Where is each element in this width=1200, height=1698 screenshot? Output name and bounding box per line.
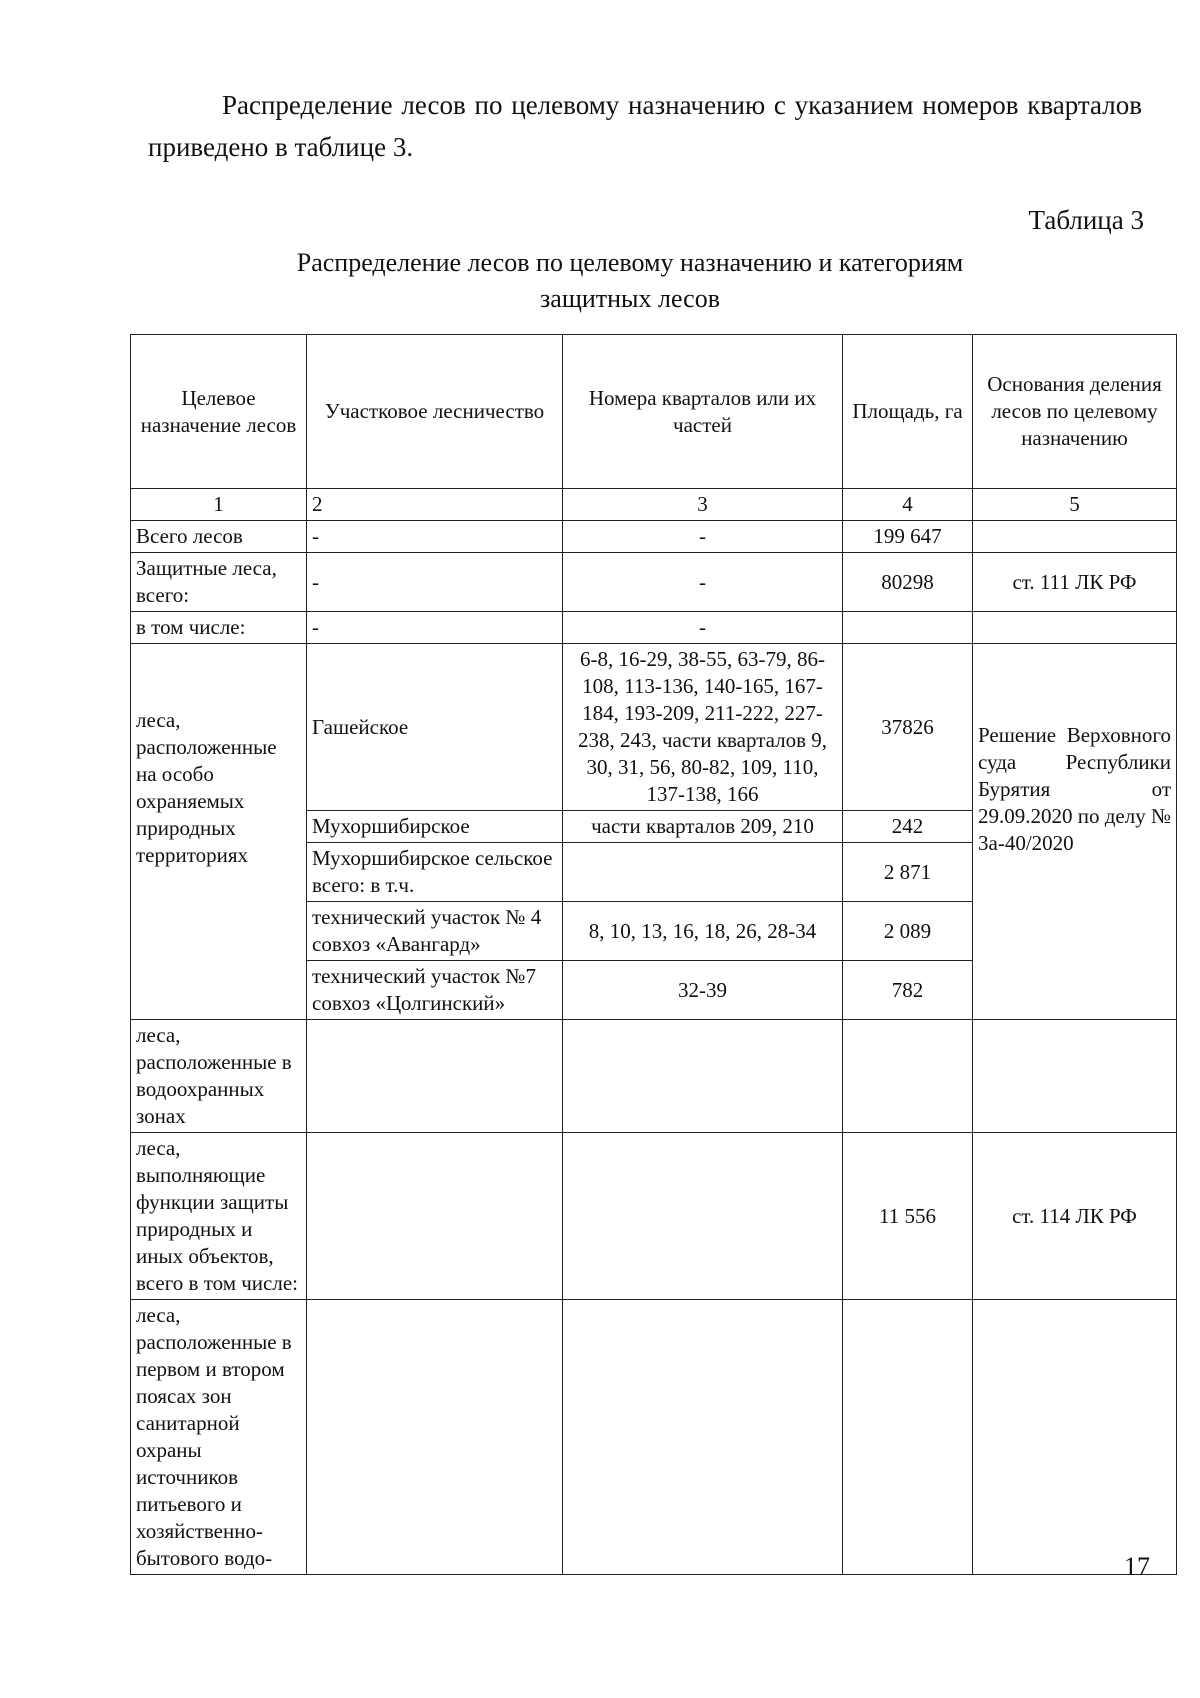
header-basis: Основания деления лесов по целевому назначению xyxy=(973,335,1177,489)
purpose-cell: в том числе: xyxy=(131,612,307,644)
area-cell: 199 647 xyxy=(843,521,973,553)
quarters-cell: - xyxy=(563,612,843,644)
basis-cell xyxy=(973,521,1177,553)
forest-distribution-table xyxy=(130,334,1177,1575)
column-number: 2 xyxy=(307,489,563,521)
forestry-cell: - xyxy=(307,521,563,553)
column-number: 3 xyxy=(563,489,843,521)
quarters-cell: - xyxy=(563,521,843,553)
quarters-cell xyxy=(563,843,843,902)
area-cell: 80298 xyxy=(843,553,973,612)
table-label: Таблица 3 xyxy=(1028,205,1144,235)
quarters-cell xyxy=(563,1020,843,1133)
area-cell: 242 xyxy=(843,811,973,843)
page-number: 17 xyxy=(1124,1552,1150,1581)
area-cell xyxy=(843,612,973,644)
purpose-cell: Всего лесов xyxy=(131,521,307,553)
quarters-cell xyxy=(563,1133,843,1300)
area-cell: 2 089 xyxy=(843,902,973,961)
caption-line-1: Распределение лесов по целевому назначению и категориям xyxy=(296,248,964,277)
column-number: 5 xyxy=(973,489,1177,521)
basis-cell xyxy=(973,1300,1177,1575)
purpose-cell: Защитные леса, всего: xyxy=(131,553,307,612)
table-row-oopt xyxy=(131,644,1177,811)
caption-line-2: защитных лесов xyxy=(540,284,720,313)
table-row-sanitary xyxy=(131,1300,1177,1575)
table-row-total xyxy=(131,521,1177,553)
area-cell: 2 871 xyxy=(843,843,973,902)
table-header-row xyxy=(131,335,1177,489)
basis-cell: ст. 111 ЛК РФ xyxy=(973,553,1177,612)
area-cell xyxy=(843,1300,973,1575)
header-area: Площадь, га xyxy=(843,335,973,489)
area-cell: 37826 xyxy=(843,644,973,811)
quarters-cell: - xyxy=(563,553,843,612)
basis-cell xyxy=(973,1020,1177,1133)
forestry-cell xyxy=(307,1300,563,1575)
column-number: 4 xyxy=(843,489,973,521)
forestry-cell: - xyxy=(307,612,563,644)
basis-cell xyxy=(973,612,1177,644)
forestry-cell: Гашейское xyxy=(307,644,563,811)
forestry-cell: Мухоршибирское сельское всего: в т.ч. xyxy=(307,843,563,902)
area-cell: 782 xyxy=(843,961,973,1020)
forestry-cell: - xyxy=(307,553,563,612)
area-cell xyxy=(843,1020,973,1133)
basis-cell: ст. 114 ЛК РФ xyxy=(973,1133,1177,1300)
table-row-protection xyxy=(131,1133,1177,1300)
column-number: 1 xyxy=(131,489,307,521)
table-row-including xyxy=(131,612,1177,644)
forestry-cell: технический участок № 4 совхоз «Авангард» xyxy=(307,902,563,961)
forestry-cell: Мухоршибирское xyxy=(307,811,563,843)
quarters-cell: части кварталов 209, 210 xyxy=(563,811,843,843)
column-number-row xyxy=(131,489,1177,521)
quarters-cell: 6-8, 16-29, 38-55, 63-79, 86-108, 113-136, 140-165, 167-184, 193-209, 211-222, 227-238, 243, части кварталов 9, 30, 31, 56, 80-82, 109, 110, 137-138, 166 xyxy=(563,644,843,811)
header-quarters: Номера кварталов или их частей xyxy=(563,335,843,489)
area-cell: 11 556 xyxy=(843,1133,973,1300)
purpose-cell: леса, расположенные на особо охраняемых природных территориях xyxy=(131,644,307,1020)
table-caption xyxy=(250,245,1010,317)
forestry-cell xyxy=(307,1133,563,1300)
purpose-cell: леса, расположенные в первом и втором поясах зон санитарной охраны источников питьевого и хозяйственно-бытового водо- xyxy=(131,1300,307,1575)
quarters-cell: 8, 10, 13, 16, 18, 26, 28-34 xyxy=(563,902,843,961)
forestry-cell: технический участок №7 совхоз «Цолгинский» xyxy=(307,961,563,1020)
basis-cell: Решение Верховного суда Республики Бурятия от 29.09.2020 по делу № 3а-40/2020 xyxy=(973,644,1177,1020)
purpose-cell: леса, расположенные в водоохранных зонах xyxy=(131,1020,307,1133)
table-row-protective xyxy=(131,553,1177,612)
quarters-cell xyxy=(563,1300,843,1575)
purpose-cell: леса, выполняющие функции защиты природных и иных объектов, всего в том числе: xyxy=(131,1133,307,1300)
table-row-water xyxy=(131,1020,1177,1133)
forestry-cell xyxy=(307,1020,563,1133)
quarters-cell: 32-39 xyxy=(563,961,843,1020)
header-forestry: Участковое лесничество xyxy=(307,335,563,489)
header-purpose: Целевое назначение лесов xyxy=(131,335,307,489)
intro-paragraph: Распределение лесов по целевому назначению с указанием номеров кварталов приведено в таблице 3. xyxy=(148,90,1142,162)
